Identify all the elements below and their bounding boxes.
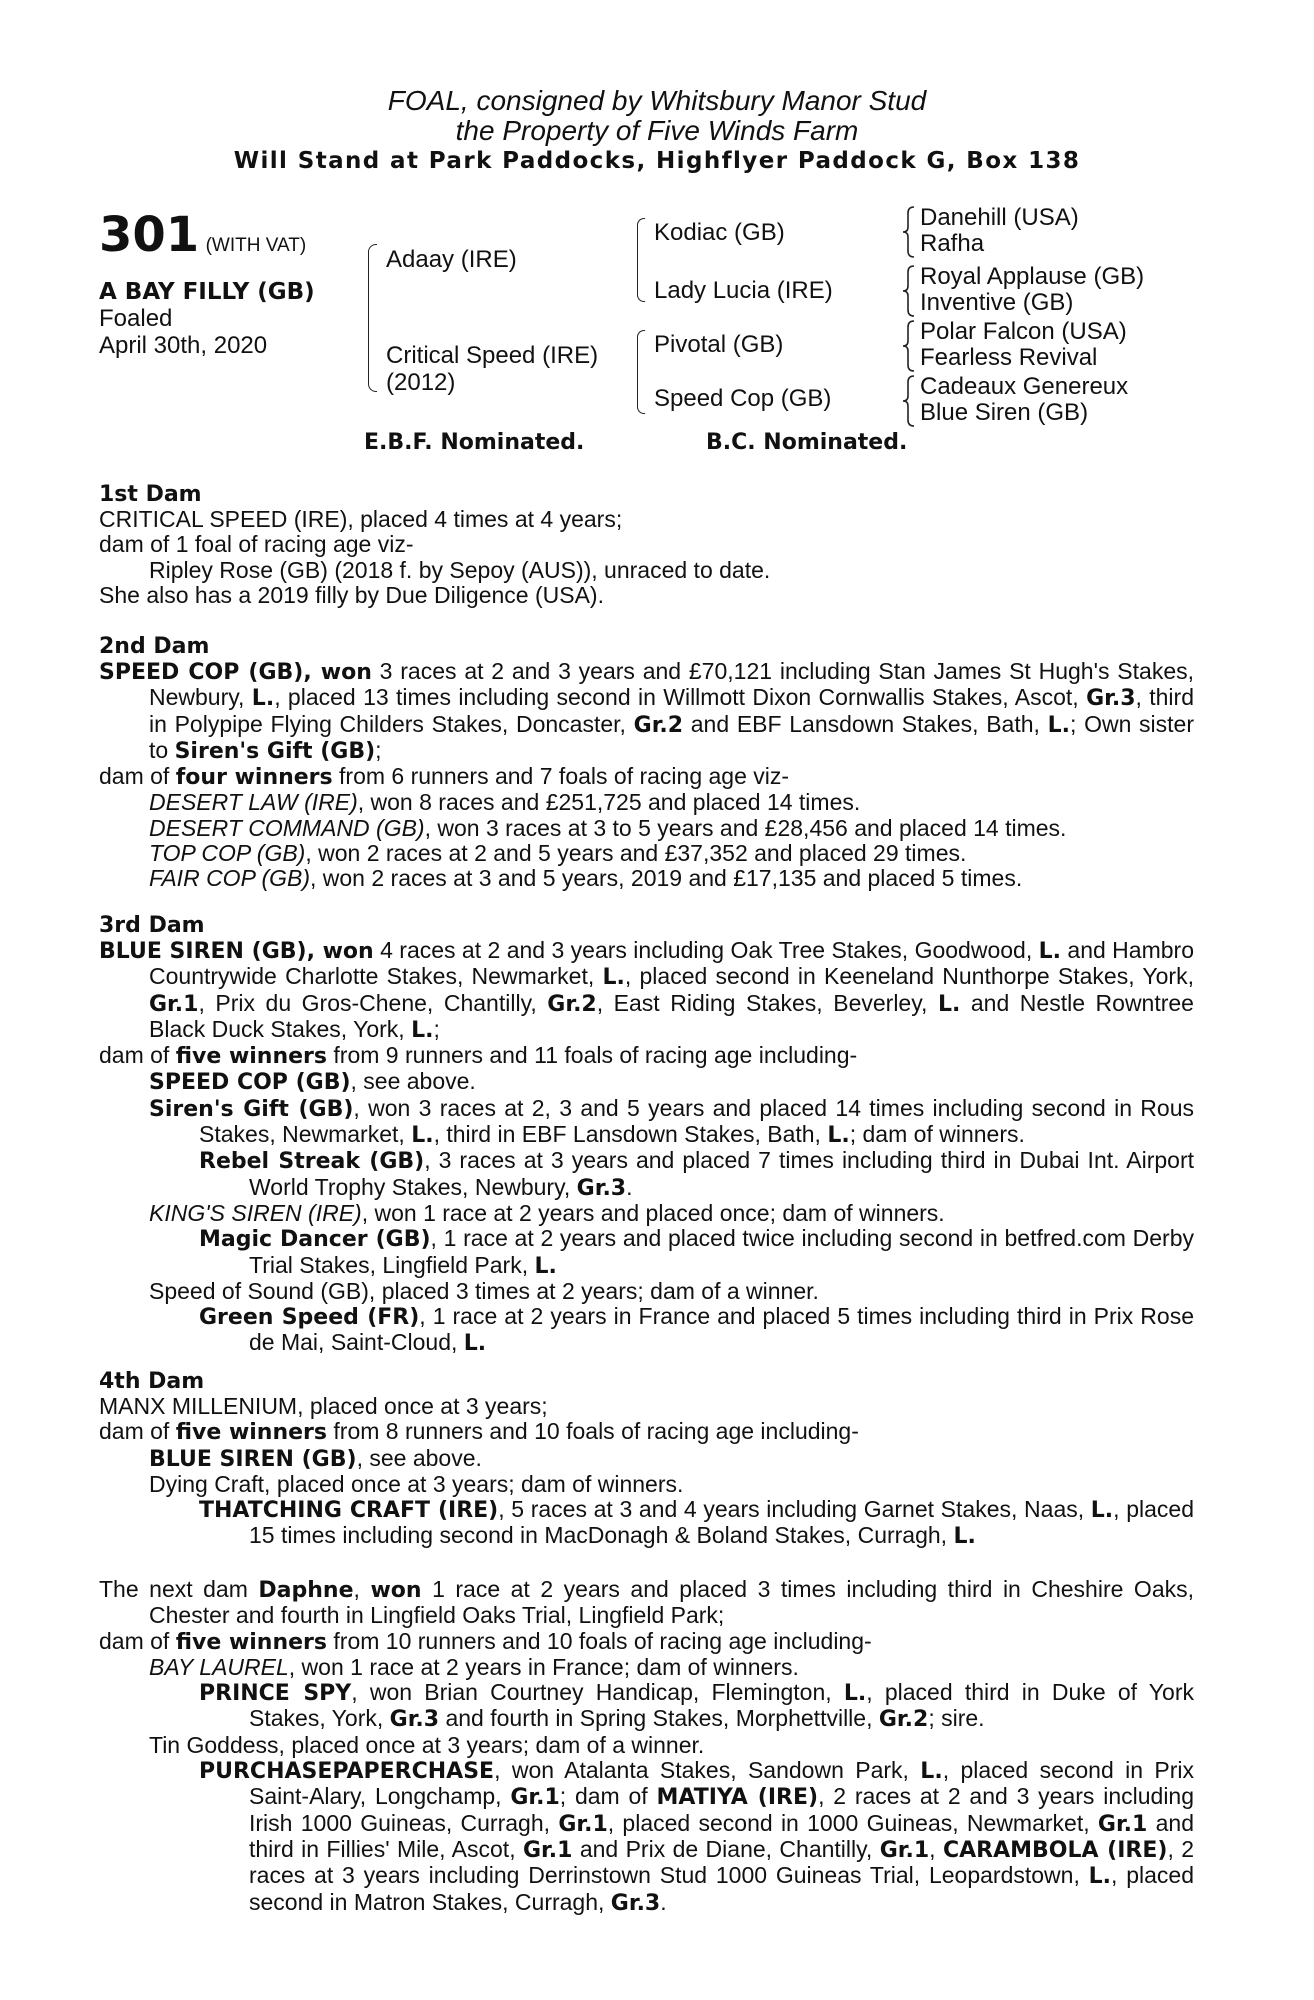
produce-entry: Speed of Sound (GB), placed 3 times at 2 years; dam of a winner. (149, 1277, 819, 1304)
second-dam-heading: 2nd Dam (99, 634, 210, 659)
fourth-dam-record: MANX MILLENIUM, placed once at 3 years; (99, 1393, 548, 1419)
sire-sire-dam: Rafha (920, 230, 985, 257)
fourth-dam-produce-line: dam of five winners from 8 runners and 10 foals of racing age including- (99, 1418, 859, 1446)
grandparent-bracket-3 (901, 320, 915, 377)
produce-entry: TOP COP (GB), won 2 races at 2 and 5 years and £37,352 and placed 29 times. (149, 840, 967, 867)
sire: Adaay (IRE) (386, 246, 517, 273)
dam-dam: Speed Cop (GB) (654, 385, 832, 412)
third-dam-heading: 3rd Dam (99, 913, 205, 938)
produce-entry: Siren's Gift (GB), won 3 races at 2, 3 and 5 years and placed 14 times including second in Rous Stakes, Newmarket, L., third in EBF Lansdown Stakes, Bath, L.; dam of winners. (149, 1094, 1194, 1149)
lot-block (99, 207, 307, 263)
dam: Critical Speed (IRE) (386, 342, 599, 369)
produce-entry: DESERT LAW (IRE), won 8 races and £251,725 and placed 14 times. (149, 789, 861, 816)
produce-entry: BAY LAUREL, won 1 race at 2 years in France; dam of winners. (149, 1653, 799, 1680)
fourth-dam-section (99, 1369, 1194, 1550)
first-dam-produce-line: dam of 1 foal of racing age viz- (99, 531, 414, 558)
second-dam-produce-line: dam of four winners from 6 runners and 7 foals of racing age viz- (99, 763, 790, 791)
dam-sire-sire: Polar Falcon (USA) (920, 318, 1127, 345)
sire-dam-sire: Royal Applause (GB) (920, 263, 1145, 290)
produce-entry: DESERT COMMAND (GB), won 3 races at 3 to 5 years and £28,456 and placed 14 times. (149, 814, 1067, 841)
grandparent-bracket-4 (901, 375, 915, 432)
foaled-date: April 30th, 2020 (99, 332, 268, 359)
sire-dam-bracket (368, 244, 377, 392)
property-line: the Property of Five Winds Farm (455, 115, 859, 146)
first-dam-line: CRITICAL SPEED (IRE), placed 4 times at 4 years; (99, 506, 623, 532)
sire-parents-bracket (637, 218, 645, 302)
third-dam-produce-line: dam of five winners from 9 runners and 11 foals of racing age including- (99, 1042, 858, 1070)
produce-entry: Tin Goddess, placed once at 3 years; dam of a winner. (149, 1731, 705, 1758)
sire-dam: Lady Lucia (IRE) (654, 277, 833, 304)
sire-sire-sire: Danehill (USA) (920, 204, 1079, 231)
foaled-label: Foaled (99, 305, 173, 332)
grandparent-bracket-1 (901, 206, 915, 263)
first-dam-heading: 1st Dam (99, 482, 202, 507)
first-dam-section (99, 482, 1194, 608)
first-dam-produce-entry: Ripley Rose (GB) (2018 f. by Sepoy (AUS)), unraced to date. (149, 556, 771, 583)
vat-note: (WITH VAT) (205, 235, 307, 256)
third-dam-record: BLUE SIREN (GB), won 4 races at 2 and 3 years including Oak Tree Stakes, Goodwood, L. and Hambro Countrywide Charlotte Stakes, Newmarket, L., placed second in Keeneland Nunthorpe Stakes, York, Gr.1, Prix du Gros-Chene, Chantilly, Gr.2, East Riding Stakes, Beverley, L. and Nestle Rowntree Black Duck Stakes, York, L.; (99, 937, 1194, 1043)
sire-sire: Kodiac (GB) (654, 219, 785, 246)
first-dam-note: She also has a 2019 filly by Due Diligence (USA). (99, 581, 604, 608)
dam-dam-sire: Cadeaux Genereux (920, 373, 1129, 400)
produce-entry: KING'S SIREN (IRE), won 1 race at 2 years and placed once; dam of winners. (149, 1199, 945, 1226)
bc-nomination: B.C. Nominated. (706, 430, 908, 455)
produce-entry: Rebel Streak (GB), 3 races at 3 years and placed 7 times including third in Dubai Int. Airport World Trophy Stakes, Newbury, Gr.3. (199, 1147, 1195, 1201)
dam-year: (2012) (386, 369, 456, 396)
dam-parents-bracket (637, 330, 645, 414)
consignor-line: FOAL, consigned by Whitsbury Manor Stud (387, 85, 927, 116)
produce-entry: SPEED COP (GB), see above. (149, 1068, 476, 1096)
dam-sire: Pivotal (GB) (654, 331, 784, 358)
produce-entry: Magic Dancer (GB), 1 race at 2 years and placed twice including second in betfred.com Derby Trial Stakes, Lingfield Park, L. (199, 1225, 1194, 1279)
produce-entry: Green Speed (FR), 1 race at 2 years in France and placed 5 times including third in Prix Rose de Mai, Saint-Cloud, L. (199, 1303, 1194, 1357)
third-dam-section (99, 913, 1194, 1357)
second-dam-record: SPEED COP (GB), won 3 races at 2 and 3 years and £70,121 including Stan James St Hugh's Stakes, Newbury, L., placed 13 times including second in Willmott Dixon Cornwallis Stakes, Ascot, Gr.3, third in Polypipe Flying Childers Stakes, Doncaster, Gr.2 and EBF Lansdown Stakes, Bath, L.; Own sister to Siren's Gift (GB); (99, 658, 1194, 764)
produce-entry: FAIR COP (GB), won 2 races at 3 and 5 years, 2019 and £17,135 and placed 5 times. (149, 865, 1023, 892)
dam-sire-dam: Fearless Revival (920, 344, 1098, 371)
produce-entry: PURCHASEPAPERCHASE, won Atalanta Stakes, Sandown Park, L., placed second in Prix Saint-Alary, Longchamp, Gr.1; dam of MATIYA (IRE), 2 races at 2 and 3 years including Irish 1000 Guineas, Curragh, Gr.1, placed second in 1000 Guineas, Newmarket, Gr.1 and third in Fillies' Mile, Ascot, Gr.1 and Prix de Diane, Chantilly, Gr.1, CARAMBOLA (IRE), 2 races at 3 years including Derrinstown Stud 1000 Guineas Trial, Leopardstown, L., placed second in Matron Stakes, Curragh, Gr.3. (199, 1757, 1195, 1916)
sire-dam-dam: Inventive (GB) (920, 289, 1074, 316)
ebf-nomination: E.B.F. Nominated. (364, 430, 585, 455)
next-dam-record: The next dam Daphne, won 1 race at 2 years and placed 3 times including third in Cheshire Oaks, Chester and fourth in Lingfield Oaks Trial, Lingfield Park; (99, 1576, 1194, 1629)
next-dam-produce-line: dam of five winners from 10 runners and 10 foals of racing age including- (99, 1627, 872, 1655)
fourth-dam-heading: 4th Dam (99, 1369, 205, 1394)
lot-number: 301 (99, 207, 200, 263)
next-dam-section (99, 1577, 1194, 1916)
dam-dam-dam: Blue Siren (GB) (920, 399, 1089, 426)
stabling-line: Will Stand at Park Paddocks, Highflyer Paddock G, Box 138 (233, 148, 1081, 174)
produce-entry: Dying Craft, placed once at 3 years; dam of winners. (149, 1470, 684, 1497)
lot-name: A BAY FILLY (GB) (99, 279, 315, 305)
second-dam-section (99, 634, 1194, 892)
produce-entry: THATCHING CRAFT (IRE), 5 races at 3 and 4 years including Garnet Stakes, Naas, L., placed 15 times including second in MacDonagh & Boland Stakes, Curragh, L. (199, 1496, 1194, 1550)
produce-entry: PRINCE SPY, won Brian Courtney Handicap, Flemington, L., placed third in Duke of York Stakes, York, Gr.3 and fourth in Spring Stakes, Morphettville, Gr.2; sire. (199, 1679, 1194, 1733)
grandparent-bracket-2 (901, 265, 915, 322)
produce-entry: BLUE SIREN (GB), see above. (149, 1444, 482, 1472)
